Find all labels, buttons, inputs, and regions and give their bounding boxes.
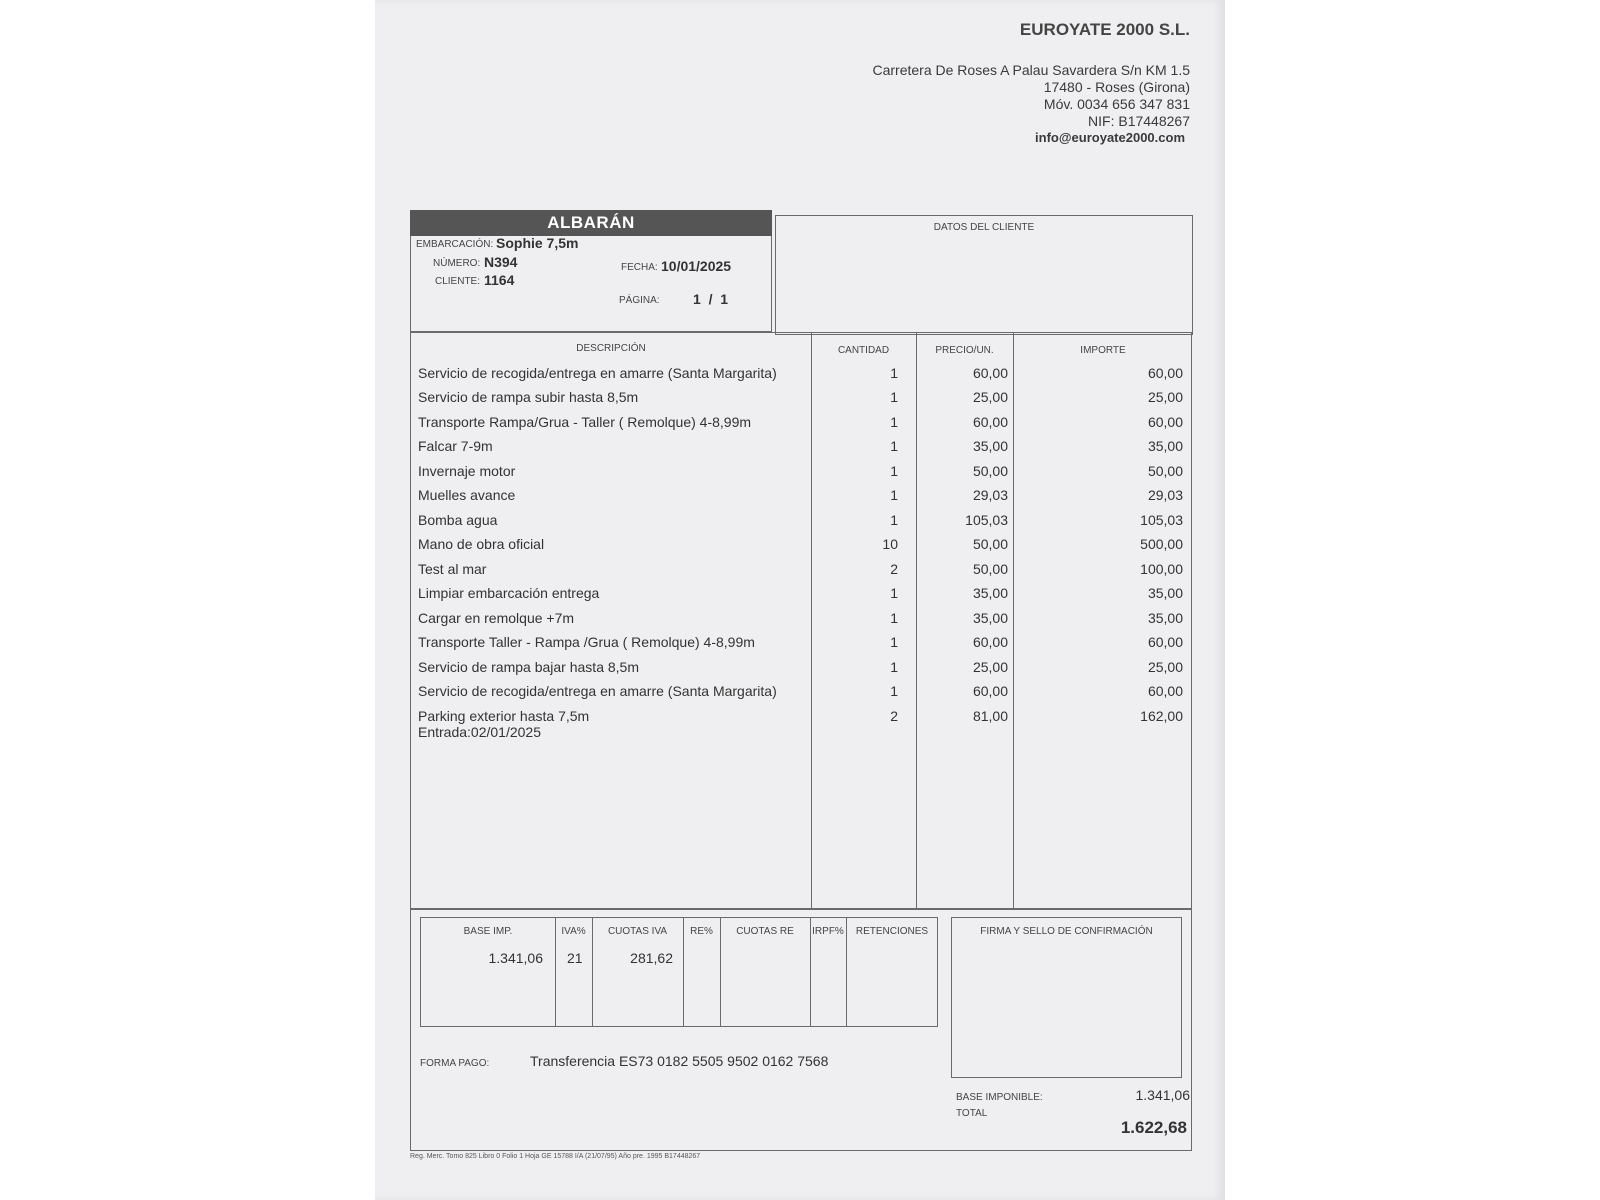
- row-amount: 500,00: [1140, 536, 1183, 552]
- company-phone: Móv. 0034 656 347 831: [1043, 96, 1190, 112]
- row-quantity: 10: [882, 536, 898, 552]
- table-row: [411, 683, 1193, 707]
- header-cantidad: CANTIDAD: [837, 345, 890, 356]
- fecha-value: 10/01/2025: [661, 258, 732, 274]
- row-quantity: 1: [890, 463, 898, 479]
- company-address-line2: 17480 - Roses (Girona): [1043, 79, 1190, 95]
- row-unit-price: 25,00: [972, 389, 1008, 405]
- tax-header-re-pct: RE%: [690, 926, 713, 937]
- row-quantity: 1: [890, 389, 898, 405]
- row-quantity: 1: [890, 610, 898, 626]
- row-quantity: 1: [890, 512, 898, 528]
- row-description: Servicio de rampa bajar hasta 8,5m: [418, 659, 639, 675]
- row-amount: 25,00: [1147, 659, 1183, 675]
- row-amount: 35,00: [1147, 585, 1183, 601]
- cliente-label: CLIENTE:: [435, 276, 481, 287]
- tax-cuotas-iva-value: 281,62: [630, 950, 673, 966]
- table-row: [411, 536, 1193, 560]
- table-row: [411, 512, 1193, 536]
- cliente-value: 1164: [484, 272, 515, 288]
- total-value: 1.622,68: [1120, 1118, 1187, 1137]
- client-data-title: DATOS DEL CLIENTE: [933, 222, 1035, 233]
- row-amount: 60,00: [1147, 634, 1183, 650]
- row-description: Falcar 7-9m: [418, 438, 493, 454]
- row-unit-price: 60,00: [972, 683, 1008, 699]
- tax-header-retenciones: RETENCIONES: [855, 926, 929, 937]
- row-description: Transporte Taller - Rampa /Grua ( Remolque) 4-8,99m: [418, 634, 755, 650]
- row-quantity: 1: [890, 585, 898, 601]
- row-description: Parking exterior hasta 7,5m: [418, 708, 590, 724]
- base-imponible-value: 1.341,06: [1135, 1087, 1190, 1103]
- albaran-box: [410, 210, 772, 332]
- table-row: [411, 389, 1193, 413]
- payment-label: FORMA PAGO:: [420, 1058, 490, 1069]
- table-row: [411, 659, 1193, 683]
- row-amount: 25,00: [1147, 389, 1183, 405]
- row-unit-price: 25,00: [972, 659, 1008, 675]
- client-data-box: [775, 215, 1193, 335]
- table-row: [411, 708, 1193, 748]
- table-row: [411, 414, 1193, 438]
- embarcacion-value: Sophie 7,5m: [496, 235, 579, 251]
- row-quantity: 1: [890, 487, 898, 503]
- pagina-label: PÁGINA:: [619, 295, 660, 306]
- header-precio: PRECIO/UN.: [935, 345, 994, 356]
- row-description: Servicio de recogida/entrega en amarre (Santa Margarita): [418, 365, 777, 381]
- row-amount: 162,00: [1140, 708, 1183, 724]
- company-nif: NIF: B17448267: [1088, 113, 1190, 129]
- row-unit-price: 35,00: [972, 438, 1008, 454]
- row-description: Servicio de rampa subir hasta 8,5m: [418, 389, 639, 405]
- row-amount: 35,00: [1147, 610, 1183, 626]
- row-description: Muelles avance: [418, 487, 516, 503]
- company-address-line1: Carretera De Roses A Palau Savardera S/n KM 1.5: [872, 62, 1190, 78]
- document-sheet: [375, 0, 1225, 1200]
- row-description: Limpiar embarcación entrega: [418, 585, 600, 601]
- table-row: [411, 634, 1193, 658]
- row-description: Test al mar: [418, 561, 487, 577]
- row-unit-price: 60,00: [972, 634, 1008, 650]
- base-imponible-label: BASE IMPONIBLE:: [956, 1092, 1043, 1103]
- row-quantity: 1: [890, 659, 898, 675]
- company-email: info@euroyate2000.com: [1035, 130, 1185, 145]
- table-row: [411, 463, 1193, 487]
- row-description: Transporte Rampa/Grua - Taller ( Remolque) 4-8,99m: [418, 414, 752, 430]
- registry-footer: Reg. Merc. Tomo 825 Libro 0 Folio 1 Hoja GE 15788 I/A (21/07/95) Año pre. 1995 B17448267: [410, 1153, 701, 1160]
- row-description: Bomba agua: [418, 512, 498, 528]
- tax-header-cuotas-iva: CUOTAS IVA: [607, 926, 668, 937]
- table-row: [411, 610, 1193, 634]
- tax-iva-pct-value: 21: [567, 950, 583, 966]
- tax-header-cuotas-re: CUOTAS RE: [736, 926, 794, 937]
- row-unit-price: 81,00: [972, 708, 1008, 724]
- row-amount: 100,00: [1140, 561, 1183, 577]
- row-quantity: 1: [890, 634, 898, 650]
- row-unit-price: 29,03: [972, 487, 1008, 503]
- row-amount: 105,03: [1140, 512, 1183, 528]
- row-description: Cargar en remolque +7m: [418, 610, 575, 626]
- row-quantity: 1: [890, 683, 898, 699]
- tax-header-base: BASE IMP.: [463, 926, 513, 937]
- embarcacion-label: EMBARCACIÓN:: [416, 239, 494, 250]
- row-quantity: 1: [890, 365, 898, 381]
- tax-base-value: 1.341,06: [488, 950, 543, 966]
- row-description: Invernaje motor: [418, 463, 516, 479]
- row-description: Mano de obra oficial: [418, 536, 545, 552]
- row-amount: 50,00: [1147, 463, 1183, 479]
- row-quantity: 1: [890, 414, 898, 430]
- table-row: [411, 487, 1193, 511]
- row-description: Servicio de recogida/entrega en amarre (Santa Margarita): [418, 683, 777, 699]
- header-importe: IMPORTE: [1080, 345, 1126, 356]
- tax-breakdown-table: [420, 917, 938, 1027]
- row-amount: 29,03: [1147, 487, 1183, 503]
- row-unit-price: 50,00: [972, 561, 1008, 577]
- table-row: [411, 365, 1193, 389]
- row-quantity: 1: [890, 438, 898, 454]
- row-amount: 60,00: [1147, 683, 1183, 699]
- table-row: [411, 438, 1193, 462]
- row-quantity: 2: [890, 561, 898, 577]
- numero-label: NÚMERO:: [433, 258, 481, 269]
- row-unit-price: 50,00: [972, 463, 1008, 479]
- row-unit-price: 60,00: [972, 414, 1008, 430]
- numero-value: N394: [484, 254, 518, 270]
- row-unit-price: 35,00: [972, 585, 1008, 601]
- header-descripcion: DESCRIPCIÓN: [576, 343, 646, 354]
- fecha-label: FECHA:: [621, 262, 658, 273]
- payment-value: Transferencia ES73 0182 5505 9502 0162 7568: [530, 1053, 829, 1069]
- company-name: EUROYATE 2000 S.L.: [1019, 20, 1190, 39]
- total-label: TOTAL: [956, 1108, 988, 1119]
- row-quantity: 2: [890, 708, 898, 724]
- tax-header-irpf-pct: IRPF%: [812, 926, 844, 937]
- row-amount: 60,00: [1147, 365, 1183, 381]
- signature-box: [951, 917, 1182, 1078]
- signature-title: FIRMA Y SELLO DE CONFIRMACIÓN: [980, 926, 1153, 937]
- table-row: [411, 585, 1193, 609]
- row-unit-price: 105,03: [965, 512, 1008, 528]
- row-unit-price: 35,00: [972, 610, 1008, 626]
- pagina-value: 1 / 1: [693, 291, 729, 307]
- table-row: [411, 561, 1193, 585]
- row-amount: 60,00: [1147, 414, 1183, 430]
- row-unit-price: 60,00: [972, 365, 1008, 381]
- tax-header-iva-pct: IVA%: [561, 926, 586, 937]
- albaran-title: ALBARÁN: [410, 210, 772, 236]
- items-table: [410, 332, 1192, 910]
- row-amount: 35,00: [1147, 438, 1183, 454]
- row-unit-price: 50,00: [972, 536, 1008, 552]
- row-description-detail: Entrada:02/01/2025: [418, 724, 541, 740]
